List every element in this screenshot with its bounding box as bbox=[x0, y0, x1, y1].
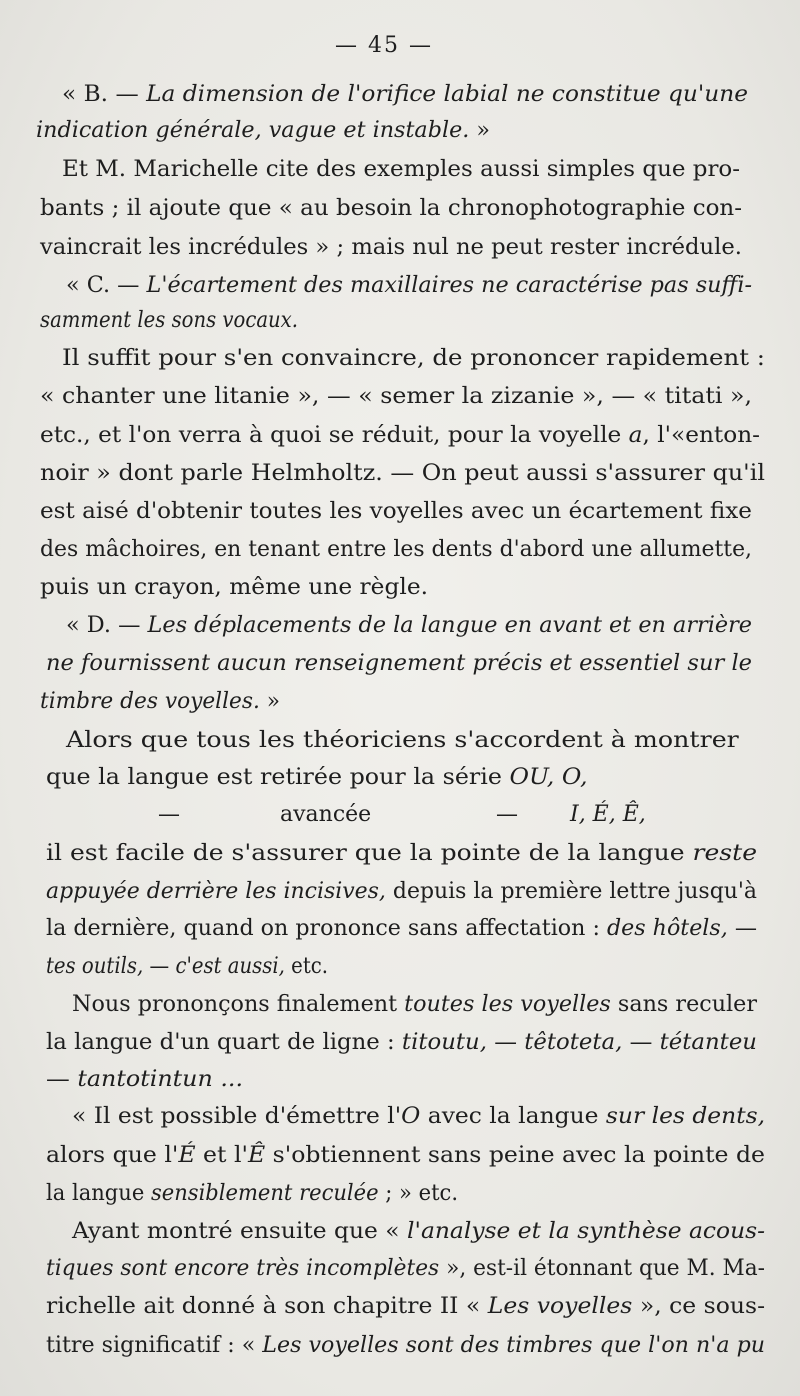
text-line-content bbox=[40, 494, 752, 530]
text-line-content bbox=[46, 760, 588, 796]
text-segment: noir » dont parle Helmholtz. — On peut aussi s'assurer qu'il bbox=[40, 461, 765, 486]
text-segment: etc. bbox=[284, 954, 328, 979]
text-segment: — bbox=[143, 954, 176, 979]
text-segment: sur les dents, bbox=[605, 1104, 766, 1129]
text-segment: c'est aussi, bbox=[175, 954, 285, 979]
text-segment: « C. — bbox=[66, 273, 147, 298]
text-segment: ; » etc. bbox=[378, 1181, 459, 1206]
text-line bbox=[0, 268, 800, 304]
text-segment: Ê bbox=[247, 1143, 266, 1168]
text-segment: tantotintun ... bbox=[77, 1067, 244, 1092]
text-line-content bbox=[40, 532, 752, 568]
text-line bbox=[0, 797, 800, 833]
text-segment: », ce sous- bbox=[632, 1294, 766, 1319]
text-line-content bbox=[66, 268, 752, 304]
text-line bbox=[0, 303, 800, 339]
text-segment: sensiblement reculée bbox=[150, 1181, 379, 1206]
page-number-text: — 45 — bbox=[335, 33, 433, 58]
text-segment: tétanteu bbox=[659, 1030, 757, 1055]
text-line bbox=[0, 1214, 800, 1250]
text-segment: richelle ait donné à son chapitre II « bbox=[46, 1294, 488, 1319]
text-segment: bants ; il ajoute que « au besoin la chronophotographie con- bbox=[40, 196, 743, 221]
text-line bbox=[0, 570, 800, 606]
text-line bbox=[0, 341, 800, 377]
text-line-content bbox=[46, 1328, 765, 1364]
text-segment: il est facile de s'assurer que la pointe de la langue bbox=[46, 841, 693, 866]
text-segment: reste bbox=[692, 841, 758, 866]
text-segment: — bbox=[496, 802, 518, 827]
text-line bbox=[0, 152, 800, 188]
text-segment: etc., et l'on verra à quoi se réduit, pour la voyelle bbox=[40, 423, 629, 448]
text-line bbox=[0, 949, 800, 985]
text-line-content bbox=[36, 113, 490, 149]
text-line-content bbox=[46, 874, 757, 910]
text-line-content bbox=[62, 152, 740, 188]
text-line bbox=[0, 379, 800, 415]
text-segment: est aisé d'obtenir toutes les voyelles avec un écartement fixe bbox=[40, 499, 752, 524]
text-line bbox=[0, 77, 800, 113]
text-line-content bbox=[46, 949, 328, 985]
text-line bbox=[0, 1025, 800, 1061]
text-line-content bbox=[46, 1251, 765, 1287]
text-segment: toutes les voyelles bbox=[404, 992, 611, 1017]
text-segment: I, É, Ê, bbox=[570, 802, 646, 827]
text-line bbox=[0, 874, 800, 910]
text-segment: a bbox=[628, 423, 643, 448]
text-segment: É bbox=[178, 1143, 196, 1168]
text-segment: « chanter une litanie », — « semer la zizanie », — « titati », bbox=[40, 384, 753, 409]
text-line bbox=[0, 230, 800, 266]
text-line-content bbox=[46, 646, 752, 682]
text-line-content bbox=[72, 1214, 765, 1250]
text-segment: et l' bbox=[195, 1143, 248, 1168]
text-line-content bbox=[46, 1062, 243, 1098]
text-line bbox=[0, 456, 800, 492]
text-segment: « D. — bbox=[66, 613, 148, 638]
text-line bbox=[0, 1099, 800, 1135]
text-segment: avancée bbox=[280, 802, 372, 827]
text-segment: sans reculer bbox=[610, 992, 757, 1017]
text-line-content bbox=[40, 379, 752, 415]
text-line-content bbox=[46, 1289, 765, 1325]
text-line-content bbox=[66, 723, 739, 759]
text-line-content bbox=[40, 684, 280, 720]
text-segment: l'analyse et la synthèse acous- bbox=[407, 1219, 766, 1244]
text-line-content bbox=[40, 303, 298, 339]
text-line-content bbox=[62, 77, 748, 113]
text-line-content bbox=[40, 418, 760, 454]
text-line bbox=[0, 1251, 800, 1287]
text-segment: s'obtiennent sans peine avec la pointe de bbox=[265, 1143, 766, 1168]
text-segment: puis un crayon, même une règle. bbox=[40, 575, 429, 600]
text-line bbox=[0, 608, 800, 644]
text-segment: — bbox=[158, 802, 180, 827]
text-segment: L'écartement des maxillaires ne caractérise pas suffi- bbox=[146, 273, 753, 298]
text-line bbox=[0, 1176, 800, 1212]
text-line-content bbox=[72, 987, 757, 1023]
text-segment: Nous prononçons finalement bbox=[72, 992, 405, 1017]
text-segment: appuyée derrière les incisives, bbox=[46, 879, 386, 904]
text-segment: Et M. Marichelle cite des exemples aussi simples que pro- bbox=[62, 157, 741, 182]
text-line-content bbox=[40, 456, 765, 492]
text-segment: titoutu, bbox=[401, 1030, 487, 1055]
text-line bbox=[0, 1289, 800, 1325]
text-segment: timbre des voyelles. bbox=[40, 689, 260, 714]
text-line-content bbox=[46, 911, 757, 947]
text-segment: samment les sons vocaux. bbox=[40, 308, 298, 333]
text-segment: Les voyelles bbox=[487, 1294, 633, 1319]
text-segment: , l'«enton- bbox=[642, 423, 760, 448]
text-line bbox=[0, 760, 800, 796]
text-line-content bbox=[40, 230, 742, 266]
text-line-content bbox=[46, 1176, 458, 1212]
text-segment: Les déplacements de la langue en avant et en arrière bbox=[147, 613, 752, 638]
text-line-content bbox=[62, 341, 765, 377]
text-line bbox=[0, 987, 800, 1023]
text-segment: « Il est possible d'émettre l' bbox=[72, 1104, 402, 1129]
text-line bbox=[0, 113, 800, 149]
text-line-content bbox=[46, 836, 757, 872]
text-line bbox=[0, 911, 800, 947]
text-segment: des hôtels, bbox=[606, 916, 728, 941]
text-segment: — bbox=[486, 1030, 525, 1055]
text-line-content bbox=[40, 570, 428, 606]
text-segment: Les voyelles sont des timbres que l'on n'a pu bbox=[262, 1333, 766, 1358]
text-segment: que la langue est retirée pour la série bbox=[46, 765, 510, 790]
text-segment: tes outils, bbox=[46, 954, 144, 979]
text-line-content bbox=[46, 1138, 765, 1174]
text-segment: la langue bbox=[46, 1181, 151, 1206]
text-line bbox=[0, 684, 800, 720]
text-segment: têtoteta, bbox=[524, 1030, 623, 1055]
text-segment: depuis la première lettre jusqu'à bbox=[385, 879, 758, 904]
text-segment: — bbox=[46, 1067, 78, 1092]
text-line bbox=[0, 836, 800, 872]
text-line bbox=[0, 418, 800, 454]
text-segment: » bbox=[259, 689, 281, 714]
text-line bbox=[0, 646, 800, 682]
text-line bbox=[0, 723, 800, 759]
text-line-content bbox=[40, 191, 742, 227]
text-line-content bbox=[46, 1025, 757, 1061]
text-line bbox=[0, 1062, 800, 1098]
text-segment: indication générale, vague et instable. bbox=[36, 118, 470, 143]
text-line bbox=[0, 532, 800, 568]
text-segment: la dernière, quand on prononce sans affectation : bbox=[46, 916, 607, 941]
text-segment: — bbox=[622, 1030, 660, 1055]
text-line-content bbox=[72, 1099, 765, 1135]
text-segment: ne fournissent aucun renseignement précis et essentiel sur le bbox=[46, 651, 753, 676]
text-line bbox=[0, 1328, 800, 1364]
text-line-content bbox=[66, 608, 752, 644]
text-segment: La dimension de l'orifice labial ne constitue qu'une bbox=[146, 82, 748, 107]
text-segment: Ayant montré ensuite que « bbox=[72, 1219, 408, 1244]
text-segment: O bbox=[401, 1104, 421, 1129]
text-segment: « B. — bbox=[62, 82, 147, 107]
text-segment: vaincrait les incrédules » ; mais nul ne peut rester incrédule. bbox=[40, 235, 742, 260]
text-line bbox=[0, 1138, 800, 1174]
text-segment: des mâchoires, en tenant entre les dents d'abord une allumette, bbox=[40, 537, 753, 562]
text-segment: tiques sont encore très incomplètes bbox=[46, 1256, 440, 1281]
text-segment: Alors que tous les théoriciens s'accordent à montrer bbox=[66, 728, 739, 753]
text-line bbox=[0, 191, 800, 227]
text-segment: alors que l' bbox=[46, 1143, 179, 1168]
text-segment: Il suffit pour s'en convaincre, de prononcer rapidement : bbox=[62, 346, 766, 371]
text-segment: titre significatif : « bbox=[46, 1333, 263, 1358]
text-segment: OU, O, bbox=[509, 765, 588, 790]
text-segment: avec la langue bbox=[420, 1104, 606, 1129]
text-line bbox=[0, 494, 800, 530]
text-segment: — bbox=[727, 916, 758, 941]
text-segment: », est-il étonnant que M. Ma- bbox=[439, 1256, 766, 1281]
text-segment: » bbox=[469, 118, 491, 143]
text-segment: la langue d'un quart de ligne : bbox=[46, 1030, 402, 1055]
page-number bbox=[0, 28, 800, 64]
